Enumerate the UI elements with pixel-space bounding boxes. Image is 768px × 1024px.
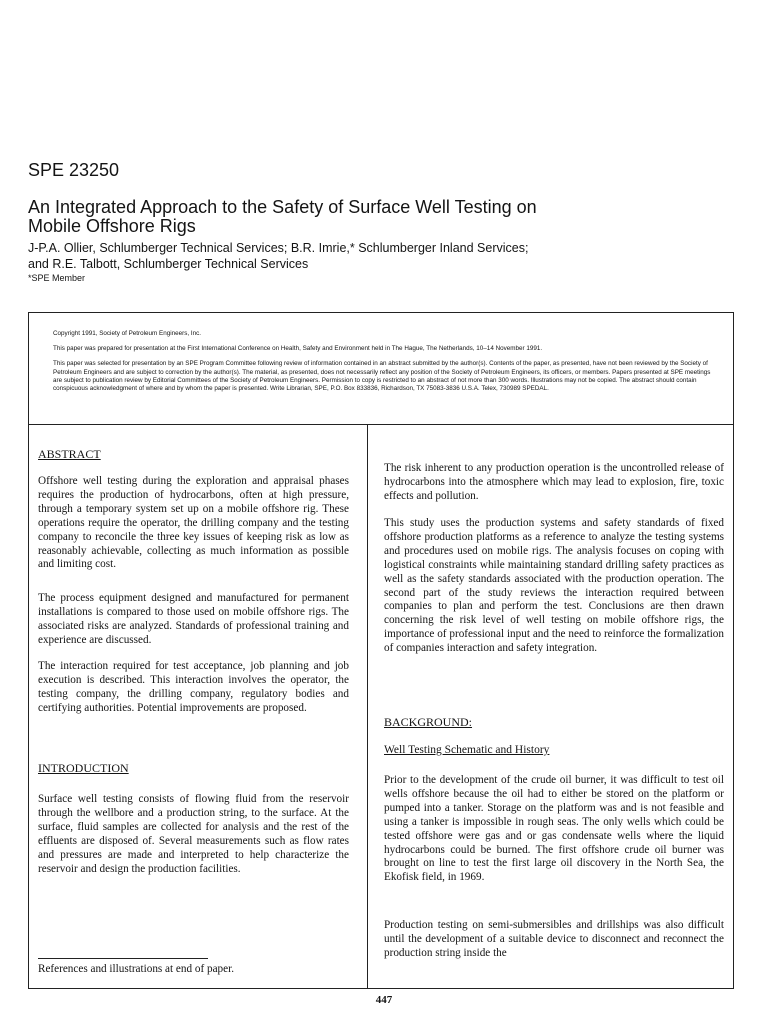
body-paragraph-history: Prior to the development of the crude oil burner, it was difficult to test oil wells offshore because the oil had to either be stored on the platform or pumped into a tanker. Storage on the platform was and is not feasible and using a tanker is impossible in rough seas. The only wells which could be tested offshore were gas and or gas condensate wells where the liquid hydrocarbons could be burned. The first offshore crude oil burner was brought on line to test the first large oil discovery in the North Sea, the Ekofisk field, in 1969.	[384, 774, 724, 884]
abstract-paragraph-1: Offshore well testing during the exploration and appraisal phases requires the production of hydrocarbons, often at high pressure, through a temporary system set up on a mobile offshore rig. These operations require the operator, the drilling company and the testing company to reconcile the three key issues of keeping risk as low as reasonably achievable, collecting as much information as possible and limiting cost.	[38, 475, 349, 571]
footnote: References and illustrations at end of paper.	[38, 963, 235, 975]
well-testing-subheading: Well Testing Schematic and History	[384, 744, 550, 756]
paper-title-line-2: Mobile Offshore Rigs	[28, 216, 196, 236]
body-paragraph-risk: The risk inherent to any production operation is the uncontrolled release of hydrocarbons into the atmosphere which may lead to explosion, fire, toxic effects and pollution.	[384, 462, 724, 502]
abstract-paragraph-3: The interaction required for test acceptance, job planning and job execution is described. This interaction involves the operator, the testing company, the drilling company, regulatory bodies and certifying authorities. Potential improvements are proposed.	[38, 660, 349, 714]
introduction-heading: INTRODUCTION	[38, 761, 129, 775]
introduction-paragraph-1: Surface well testing consists of flowing fluid from the reservoir through the wellbore and a production string, to the surface. At the surface, fluid samples are collected for analysis and the rest of the effluents are disposed of. Several measurements such as flow rates and pressures are made and interpreted to help characterize the reservoir and design the production facilities.	[38, 793, 349, 875]
spe-member-note: *SPE Member	[28, 273, 86, 283]
column-divider	[367, 425, 368, 988]
body-paragraph-production-testing: Production testing on semi-submersibles and drillships was also difficult until the development of a suitable device to disconnect and reconnect the production string inside the	[384, 919, 724, 959]
abstract-paragraph-2: The process equipment designed and manufactured for permanent installations is compared to those used on mobile offshore rigs. The associated risks are analyzed. Standards of professional training and experience are discussed.	[38, 592, 349, 646]
footnote-rule	[38, 958, 208, 959]
authors-line-1: J-P.A. Ollier, Schlumberger Technical Services; B.R. Imrie,* Schlumberger Inland Services;	[28, 241, 529, 255]
paper-title-line-1: An Integrated Approach to the Safety of Surface Well Testing on	[28, 197, 537, 217]
paper-id: SPE 23250	[28, 160, 120, 180]
authors-line-2: and R.E. Talbott, Schlumberger Technical Services	[28, 257, 309, 271]
copyright-notice-box	[28, 312, 734, 424]
copyright-line: Copyright 1991, Society of Petroleum Engineers, Inc.	[53, 330, 202, 337]
paper-title	[28, 198, 728, 236]
background-heading: BACKGROUND:	[384, 715, 473, 729]
selection-disclaimer: This paper was selected for presentation by an SPE Program Committee following review of information contained in an abstract submitted by the author(s). Contents of the paper, as presented, have not been reviewed by the Society of Petroleum Engineers and are subject to correction by the author(s). The material, as presented, does not necessarily reflect any position of the Society of Petroleum Engineers, its officers, or members. Papers presented at SPE meetings are subject to publication review by Editorial Committees of the Society of Petroleum Engineers. Permission to copy is restricted to an abstract of not more than 300 words. Illustrations may not be copied. The abstract should contain conspicuous acknowledgment of where and by whom the paper is presented. Write Librarian, SPE, P.O. Box 833836, Richardson, TX 75083-3836 U.S.A. Telex, 730989 SPEDAL.	[53, 360, 711, 393]
abstract-heading: ABSTRACT	[38, 447, 101, 461]
page-number: 447	[375, 994, 393, 1006]
author-list	[28, 240, 728, 272]
body-paragraph-study: This study uses the production systems and safety standards of fixed offshore production platforms as a reference to analyze the testing systems and procedures used on mobile rigs. The analysis focuses on coping with logistical constraints while maintaining standard drilling safety practices as well as the safety standards associated with the production operation. The second part of the study reviews the interaction required between companies to plan and perform the test. Conclusions are then drawn concerning the risk level of well testing on mobile offshore rigs, the importance of professional input and the need to reinforce the formalization of companies interaction and safety integration.	[384, 517, 724, 655]
presentation-note: This paper was prepared for presentation at the First International Conference on Health, Safety and Environment held in The Hague, The Netherlands, 10–14 November 1991.	[53, 345, 543, 353]
two-column-body	[28, 424, 734, 989]
